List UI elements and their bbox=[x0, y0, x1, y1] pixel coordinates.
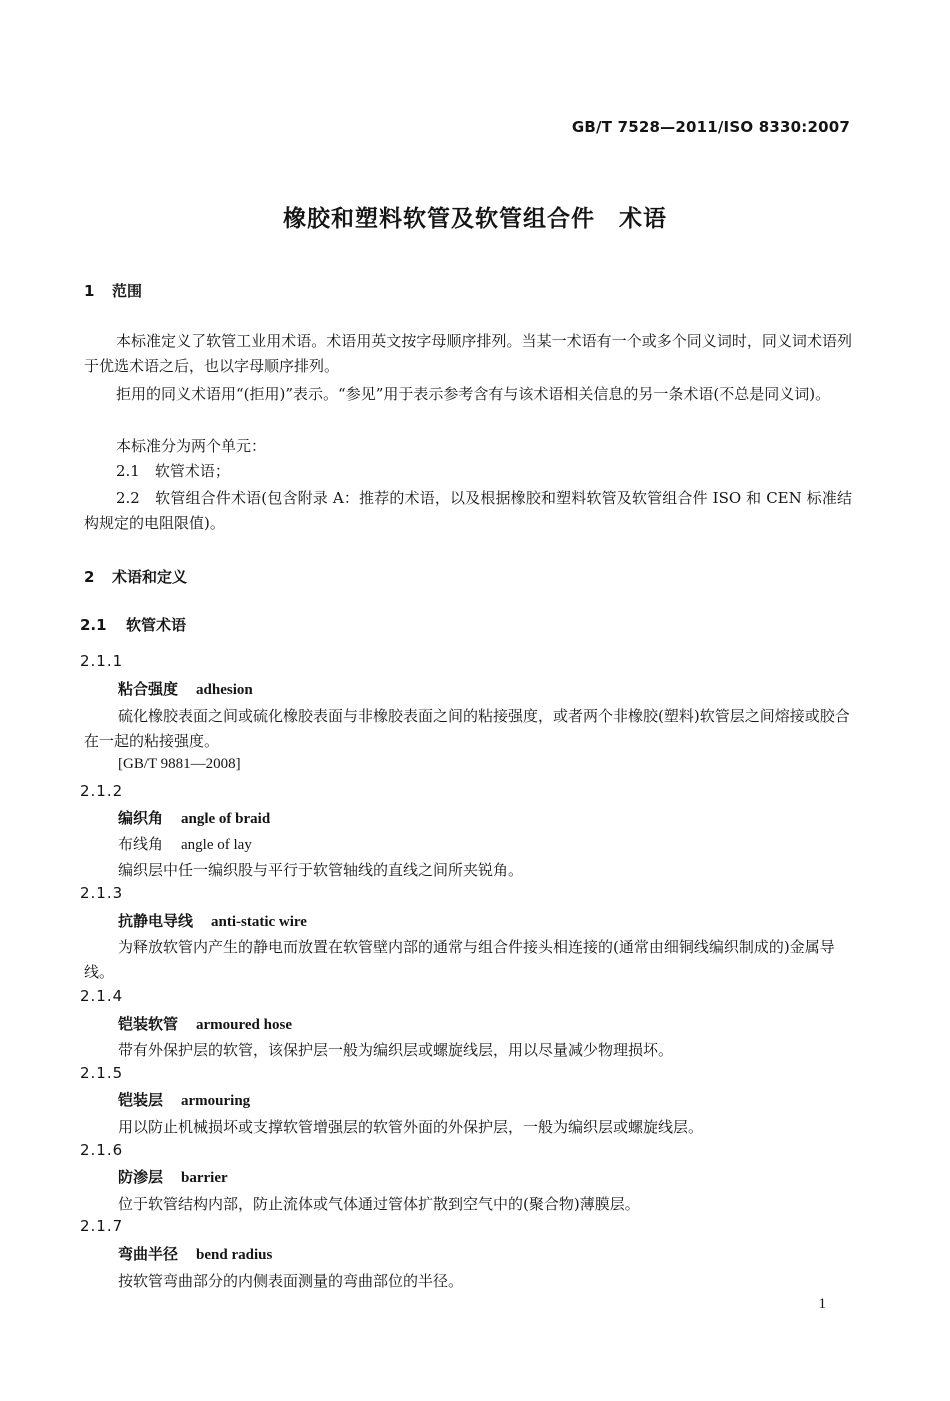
term-number: 2.1.5 bbox=[80, 1064, 124, 1082]
term-number: 2.1.6 bbox=[80, 1141, 124, 1159]
term-heading bbox=[118, 1089, 250, 1110]
standard-code: GB/T 7528—2011/ISO 8330:2007 bbox=[571, 118, 850, 136]
synonym-zh: 布线角 bbox=[118, 835, 164, 853]
term-definition: 带有外保护层的软管，该保护层一般为编织层或螺旋线层，用以尽量减少物理损坏。 bbox=[118, 1041, 674, 1059]
term-definition: 按软管弯曲部分的内侧表面测量的弯曲部位的半径。 bbox=[118, 1272, 464, 1290]
section-2-1-heading bbox=[80, 614, 186, 635]
term-heading bbox=[118, 1013, 292, 1034]
paragraph: 拒用的同义术语用“(拒用)”表示。“参见”用于表示参考含有与该术语相关信息的另一条术语(不总是同义词)。 bbox=[116, 385, 831, 403]
term-zh: 铠装层 bbox=[118, 1091, 164, 1109]
term-definition: 硫化橡胶表面之间或硫化橡胶表面与非橡胶表面之间的粘接强度，或者两个非橡胶(塑料)软管层之间熔接或胶合在一起的粘接强度。 bbox=[84, 707, 850, 750]
term-zh: 抗静电导线 bbox=[118, 912, 194, 930]
term-definition: 位于软管结构内部，防止流体或气体通过管体扩散到空气中的(聚合物)薄膜层。 bbox=[118, 1195, 640, 1213]
term-en: bend radius bbox=[196, 1247, 273, 1263]
term-en: armoured hose bbox=[196, 1017, 292, 1033]
paragraph: 本标准分为两个单元： bbox=[116, 437, 267, 455]
term-heading bbox=[118, 1166, 228, 1187]
section-2-heading bbox=[84, 566, 187, 587]
term-synonym bbox=[118, 833, 252, 854]
section-title: 术语和定义 bbox=[112, 568, 188, 586]
term-definition: 编织层中任一编织股与平行于软管轴线的直线之间所夹锐角。 bbox=[118, 861, 524, 879]
term-zh: 防渗层 bbox=[118, 1168, 164, 1186]
term-number: 2.1.2 bbox=[80, 782, 124, 800]
synonym-en: angle of lay bbox=[181, 837, 252, 853]
page-number: 1 bbox=[818, 1296, 826, 1312]
term-en: barrier bbox=[181, 1170, 228, 1186]
section-number: 2.1 bbox=[80, 616, 107, 634]
section-number: 2 bbox=[84, 568, 95, 586]
term-zh: 铠装软管 bbox=[118, 1015, 179, 1033]
term-definition: 为释放软管内产生的静电而放置在软管壁内部的通常与组合件接头相连接的(通常由细铜线编织制成的)金属导线。 bbox=[84, 938, 835, 981]
term-reference: [GB/T 9881—2008] bbox=[118, 756, 241, 772]
term-en: angle of braid bbox=[181, 811, 271, 827]
term-heading bbox=[118, 910, 307, 931]
section-1-heading bbox=[84, 280, 142, 301]
term-number: 2.1.7 bbox=[80, 1217, 124, 1235]
term-heading bbox=[118, 807, 270, 828]
term-en: anti-static wire bbox=[211, 914, 307, 930]
term-en: armouring bbox=[181, 1093, 251, 1109]
section-title: 范围 bbox=[112, 282, 143, 300]
term-en: adhesion bbox=[196, 682, 253, 698]
term-heading bbox=[118, 1243, 272, 1264]
list-item: 2.1 软管术语； bbox=[116, 462, 230, 480]
document-title: 橡胶和塑料软管及软管组合件 术语 bbox=[283, 206, 667, 232]
term-number: 2.1.1 bbox=[80, 652, 124, 670]
section-number: 1 bbox=[84, 282, 95, 300]
term-zh: 粘合强度 bbox=[118, 680, 179, 698]
term-number: 2.1.3 bbox=[80, 884, 124, 902]
term-zh: 编织角 bbox=[118, 809, 164, 827]
term-number: 2.1.4 bbox=[80, 987, 124, 1005]
term-heading bbox=[118, 678, 253, 699]
term-definition: 用以防止机械损坏或支撑软管增强层的软管外面的外保护层，一般为编织层或螺旋线层。 bbox=[118, 1118, 704, 1136]
section-title: 软管术语 bbox=[126, 616, 187, 634]
list-item: 2.2 软管组合件术语(包含附录 A：推荐的术语，以及根据橡胶和塑料软管及软管组合件 ISO 和 CEN 标准结构规定的电阻限值)。 bbox=[84, 489, 852, 532]
term-zh: 弯曲半径 bbox=[118, 1245, 179, 1263]
paragraph: 本标准定义了软管工业用术语。术语用英文按字母顺序排列。当某一术语有一个或多个同义词时，同义词术语列于优选术语之后，也以字母顺序排列。 bbox=[84, 332, 852, 375]
